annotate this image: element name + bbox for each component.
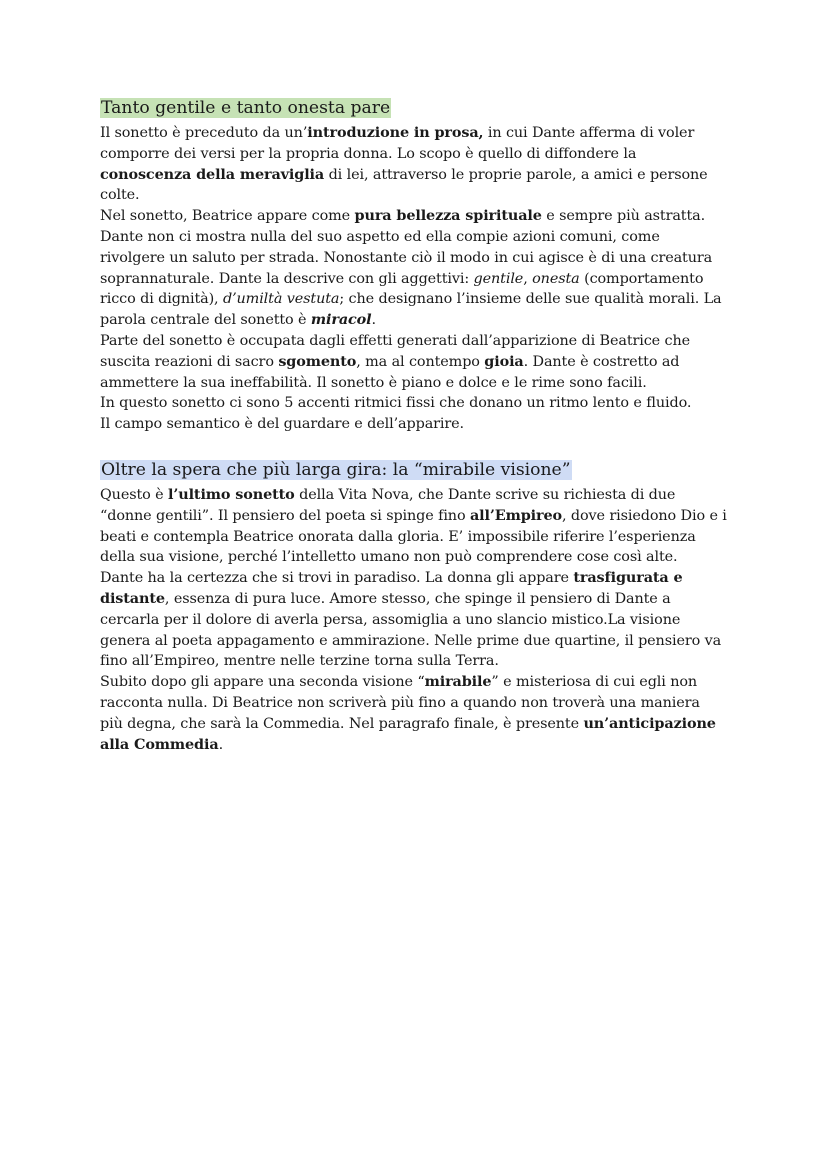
italic-text: onesta: [532, 270, 580, 287]
text-line: [100, 227, 740, 248]
text-line: [100, 373, 740, 394]
text-segment: della sua visione, perché l’intelletto umano non può comprendere cose così alte.: [100, 549, 678, 566]
text-segment: fino all’Empireo, mentre nelle terzine torna sulla Terra.: [100, 653, 499, 670]
text-line: [100, 485, 740, 506]
text-segment: racconta nulla. Di Beatrice non scriverà più fino a quando non troverà una maniera: [100, 694, 700, 711]
text-segment: Parte del sonetto è occupata dagli effetti generati dall’apparizione di Beatrice che: [100, 332, 691, 349]
text-segment: Dante non ci mostra nulla del suo aspetto ed ella compie azioni comuni, come: [100, 228, 660, 245]
text-segment: , dove risiedono Dio e i: [561, 507, 727, 524]
text-segment: , essenza di pura luce. Amore stesso, che spinge il pensiero di Dante a: [164, 590, 671, 607]
text-line: [100, 527, 740, 548]
text-segment: (comportamento: [579, 270, 704, 287]
bold-text: pura bellezza spirituale: [354, 207, 542, 225]
section-heading-text: Oltre la spera che più larga gira: la “mirabile visione”: [101, 459, 571, 480]
text-line: [100, 393, 740, 414]
text-line: [100, 714, 740, 735]
bold-text: trasfigurata e: [573, 569, 683, 587]
text-line: [100, 735, 740, 756]
bold-text: all’Empireo: [469, 506, 562, 524]
text-line: [100, 547, 740, 568]
bold-text: distante: [100, 589, 165, 607]
text-segment: più degna, che sarà la Commedia. Nel paragrafo finale, è presente: [100, 715, 584, 732]
text-segment: genera al poeta appagamento e ammirazione. Nelle prime due quartine, il pensiero va: [100, 632, 722, 649]
text-segment: “donne gentili”. Il pensiero del poeta si spinge fino: [100, 507, 470, 524]
bold-text: sgomento: [278, 352, 357, 370]
text-segment: rivolgere un saluto per strada. Nonostante ciò il modo in cui agisce è di una creatura: [100, 249, 713, 266]
text-line: [100, 651, 740, 672]
document-page: [100, 97, 740, 755]
text-line: [100, 589, 740, 610]
text-segment: ; che designano l’insieme delle sue qualità morali. La: [339, 291, 722, 308]
text-segment: di lei, attraverso le proprie parole, a amici e persone: [324, 166, 708, 183]
text-segment: soprannaturale. Dante la descrive con gli aggettivi:: [100, 270, 474, 287]
text-segment: suscita reazioni di sacro: [100, 353, 279, 370]
section-body: [100, 485, 740, 755]
bold-italic-text: miracol: [310, 311, 372, 329]
section-tanto-gentile: [100, 97, 740, 435]
text-segment: Questo è: [100, 486, 168, 503]
italic-text: gentile: [473, 270, 524, 287]
text-line: [100, 123, 740, 144]
text-segment: ricco di dignità),: [100, 291, 223, 308]
text-line: [100, 352, 740, 373]
text-line: [100, 414, 740, 435]
text-line: [100, 631, 740, 652]
text-segment: ” e misteriosa di cui egli non: [491, 674, 698, 691]
text-segment: Nel sonetto, Beatrice appare come: [100, 208, 355, 225]
text-line: [100, 672, 740, 693]
bold-text: alla Commedia: [100, 735, 219, 753]
text-segment: In questo sonetto ci sono 5 accenti ritmici fissi che donano un ritmo lento e fluido.: [100, 395, 692, 412]
text-line: [100, 331, 740, 352]
text-segment: parola centrale del sonetto è: [100, 312, 311, 329]
text-segment: Subito dopo gli appare una seconda visione “: [100, 674, 425, 691]
text-segment: della Vita Nova, che Dante scrive su richiesta di due: [294, 486, 676, 503]
text-line: [100, 185, 740, 206]
text-line: [100, 506, 740, 527]
italic-text: d’umiltà vestuta: [222, 291, 340, 308]
section-heading: [100, 459, 740, 482]
bold-text: introduzione in prosa,: [307, 124, 484, 141]
text-segment: e sempre più astratta.: [541, 208, 706, 225]
text-line: [100, 310, 740, 331]
section-body: [100, 123, 740, 435]
bold-text: mirabile: [424, 673, 492, 691]
text-line: [100, 693, 740, 714]
text-segment: Il sonetto è preceduto da un’: [100, 125, 308, 141]
text-segment: ammettere la sua ineffabilità. Il sonetto è piano e dolce e le rime sono facili.: [100, 374, 647, 391]
text-segment: .: [218, 736, 224, 753]
text-line: [100, 144, 740, 165]
text-segment: Il campo semantico è del guardare e dell’apparire.: [100, 416, 465, 433]
text-line: [100, 165, 740, 186]
text-segment: comporre dei versi per la propria donna. Lo scopo è quello di diffondere la: [100, 145, 637, 162]
text-line: [100, 610, 740, 631]
text-segment: . Dante è costretto ad: [523, 353, 680, 370]
text-segment: beati e contempla Beatrice onorata dalla gloria. E’ impossibile riferire l’esperienza: [100, 528, 696, 545]
text-line: [100, 269, 740, 290]
text-line: [100, 568, 740, 589]
bold-text: un’anticipazione: [583, 714, 716, 732]
section-heading-text: Tanto gentile e tanto onesta pare: [101, 98, 391, 118]
bold-text: gioia: [484, 352, 524, 370]
text-segment: colte.: [100, 187, 140, 204]
text-segment: in cui Dante afferma di voler: [483, 125, 695, 141]
text-segment: ,: [523, 270, 533, 287]
text-line: [100, 206, 740, 227]
text-segment: cercarla per il dolore di averla persa, assomiglia a uno slancio mistico.La visione: [100, 611, 681, 628]
text-segment: , ma al contempo: [356, 353, 485, 370]
bold-text: l’ultimo sonetto: [168, 485, 295, 503]
text-line: [100, 289, 740, 310]
text-segment: Dante ha la certezza che si trovi in paradiso. La donna gli appare: [100, 570, 574, 587]
text-line: [100, 248, 740, 269]
section-oltre-la-spera: [100, 459, 740, 755]
section-heading: [100, 97, 740, 120]
text-segment: .: [371, 312, 376, 329]
bold-text: conoscenza della meraviglia: [100, 165, 325, 183]
